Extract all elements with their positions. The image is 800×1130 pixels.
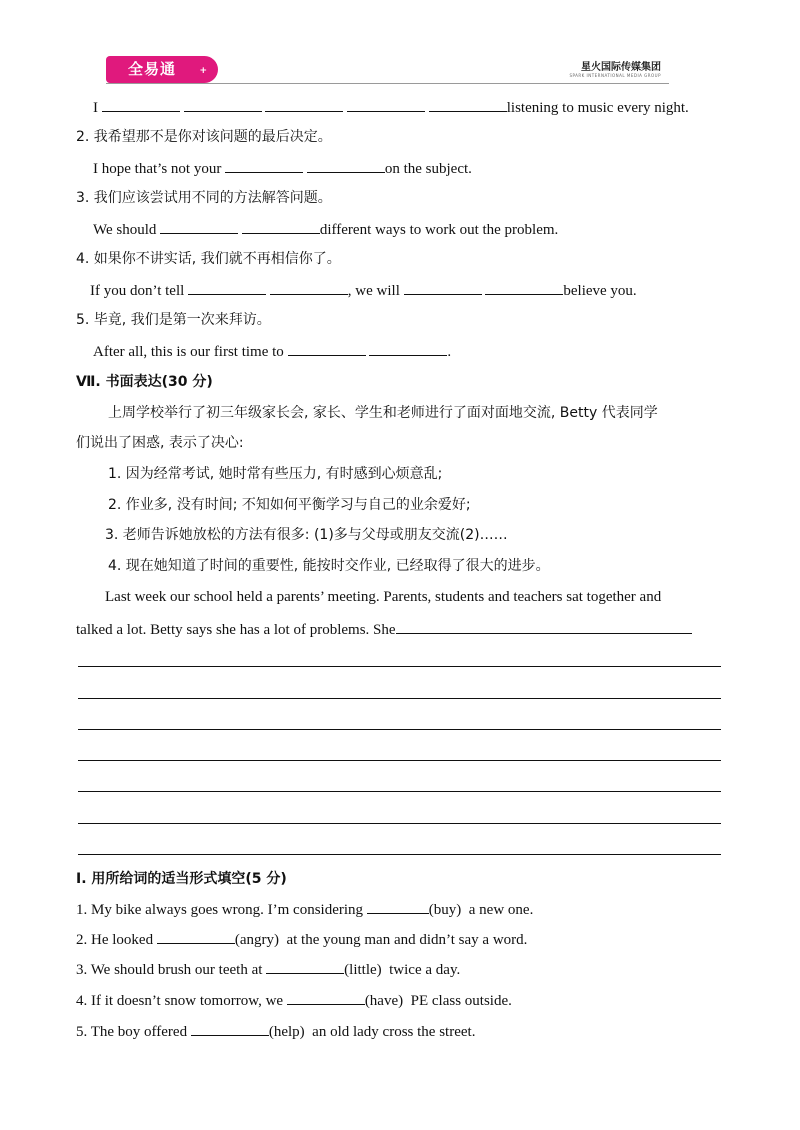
writing-answer-line[interactable] <box>78 791 721 792</box>
answer-blank[interactable] <box>102 98 180 112</box>
answer-blank[interactable] <box>242 220 320 234</box>
fill-q4-text-end: (have) PE class outside. <box>364 993 512 1009</box>
writing-answer-line[interactable] <box>78 698 721 699</box>
fill-q3-text-start: 3. We should brush our teeth at <box>76 962 263 978</box>
writing-point-2: 2. 作业多, 没有时间; 不知如何平衡学习与自己的业余爱好; <box>108 497 471 513</box>
answer-blank[interactable] <box>369 342 447 356</box>
q4-text-mid: , we will <box>347 283 400 299</box>
fill-in-q2 <box>76 930 527 949</box>
translation-q5-chinese: 5. 毕竟, 我们是第一次来拜访。 <box>76 312 271 328</box>
q5-text-end: . <box>447 344 452 360</box>
translation-q1 <box>93 98 689 117</box>
answer-blank[interactable] <box>160 220 238 234</box>
writing-answer-line[interactable] <box>78 823 721 824</box>
translation-q4 <box>90 281 637 300</box>
writing-answer-line[interactable] <box>78 666 721 667</box>
writing-starter-text: talked a lot. Betty says she has a lot of problems. She <box>76 622 396 638</box>
brand-logo-mark: + <box>199 66 208 76</box>
answer-blank[interactable] <box>287 991 365 1005</box>
answer-blank[interactable] <box>266 960 344 974</box>
brand-logo-text: 全易通 <box>128 60 177 78</box>
q1-text-start: I <box>93 100 98 116</box>
translation-q3-chinese: 3. 我们应该尝试用不同的方法解答问题。 <box>76 190 332 206</box>
translation-q2 <box>93 159 472 178</box>
writing-section-heading: Ⅶ. 书面表达(30 分) <box>76 374 213 390</box>
writing-starter-line-2 <box>76 620 692 639</box>
writing-point-3: 3. 老师告诉她放松的方法有很多: (1)多与父母或朋友交流(2)…… <box>105 527 508 543</box>
fill-in-q5 <box>76 1022 475 1041</box>
answer-blank[interactable] <box>184 98 262 112</box>
answer-blank[interactable] <box>191 1022 269 1036</box>
answer-blank[interactable] <box>367 900 429 914</box>
answer-blank[interactable] <box>288 342 366 356</box>
fill-in-q4 <box>76 991 512 1010</box>
writing-answer-line[interactable] <box>78 729 721 730</box>
fill-in-q1 <box>76 900 533 919</box>
translation-q5 <box>93 342 451 361</box>
fill-q1-text-start: 1. My bike always goes wrong. I’m considering <box>76 902 364 918</box>
translation-q2-chinese: 2. 我希望那不是你对该问题的最后决定。 <box>76 129 332 145</box>
translation-q3 <box>93 220 558 239</box>
page-header <box>106 56 669 84</box>
writing-intro-line-1: 上周学校举行了初三年级家长会, 家长、学生和老师进行了面对面地交流, Betty 代表同学 <box>108 405 658 421</box>
answer-blank[interactable] <box>347 98 425 112</box>
writing-blank[interactable] <box>396 620 692 634</box>
answer-blank[interactable] <box>188 281 266 295</box>
answer-blank[interactable] <box>429 98 507 112</box>
writing-point-1: 1. 因为经常考试, 她时常有些压力, 有时感到心烦意乱; <box>108 466 443 482</box>
q4-text-end: believe you. <box>563 283 637 299</box>
answer-blank[interactable] <box>270 281 348 295</box>
publisher-label <box>569 58 661 78</box>
q1-text-end: listening to music every night. <box>506 100 689 116</box>
fill-q1-text-end: (buy) a new one. <box>428 902 534 918</box>
q3-text-start: We should <box>93 222 157 238</box>
fill-in-section-heading: Ⅰ. 用所给词的适当形式填空(5 分) <box>76 871 287 887</box>
q4-text-start: If you don’t tell <box>90 283 185 299</box>
fill-in-q3 <box>76 960 460 979</box>
brand-logo <box>106 56 218 83</box>
fill-q3-text-end: (little) twice a day. <box>344 962 461 978</box>
q5-text-start: After all, this is our first time to <box>93 344 284 360</box>
fill-q4-text-start: 4. If it doesn’t snow tomorrow, we <box>76 993 284 1009</box>
answer-blank[interactable] <box>307 159 385 173</box>
q3-text-end: different ways to work out the problem. <box>319 222 559 238</box>
fill-q2-text-end: (angry) at the young man and didn’t say a word. <box>234 932 528 948</box>
writing-answer-line[interactable] <box>78 760 721 761</box>
writing-point-4: 4. 现在她知道了时间的重要性, 能按时交作业, 已经取得了很大的进步。 <box>108 558 550 574</box>
answer-blank[interactable] <box>265 98 343 112</box>
fill-q2-text-start: 2. He looked <box>76 932 154 948</box>
writing-starter-line-1: Last week our school held a parents’ meeting. Parents, students and teachers sat together and <box>105 589 662 605</box>
translation-q4-chinese: 4. 如果你不讲实话, 我们就不再相信你了。 <box>76 251 341 267</box>
writing-answer-line[interactable] <box>78 854 721 855</box>
q2-text-start: I hope that’s not your <box>93 161 222 177</box>
publisher-name-cn: 星火国际传媒集团 <box>581 62 661 73</box>
answer-blank[interactable] <box>404 281 482 295</box>
answer-blank[interactable] <box>485 281 563 295</box>
answer-blank[interactable] <box>225 159 303 173</box>
writing-intro-line-2: 们说出了困惑, 表示了决心: <box>76 435 244 451</box>
q2-text-end: on the subject. <box>384 161 472 177</box>
publisher-name-en: SPARK INTERNATIONAL MEDIA GROUP <box>569 73 661 78</box>
fill-q5-text-end: (help) an old lady cross the street. <box>268 1024 476 1040</box>
answer-blank[interactable] <box>157 930 235 944</box>
header-divider <box>106 83 669 84</box>
fill-q5-text-start: 5. The boy offered <box>76 1024 188 1040</box>
